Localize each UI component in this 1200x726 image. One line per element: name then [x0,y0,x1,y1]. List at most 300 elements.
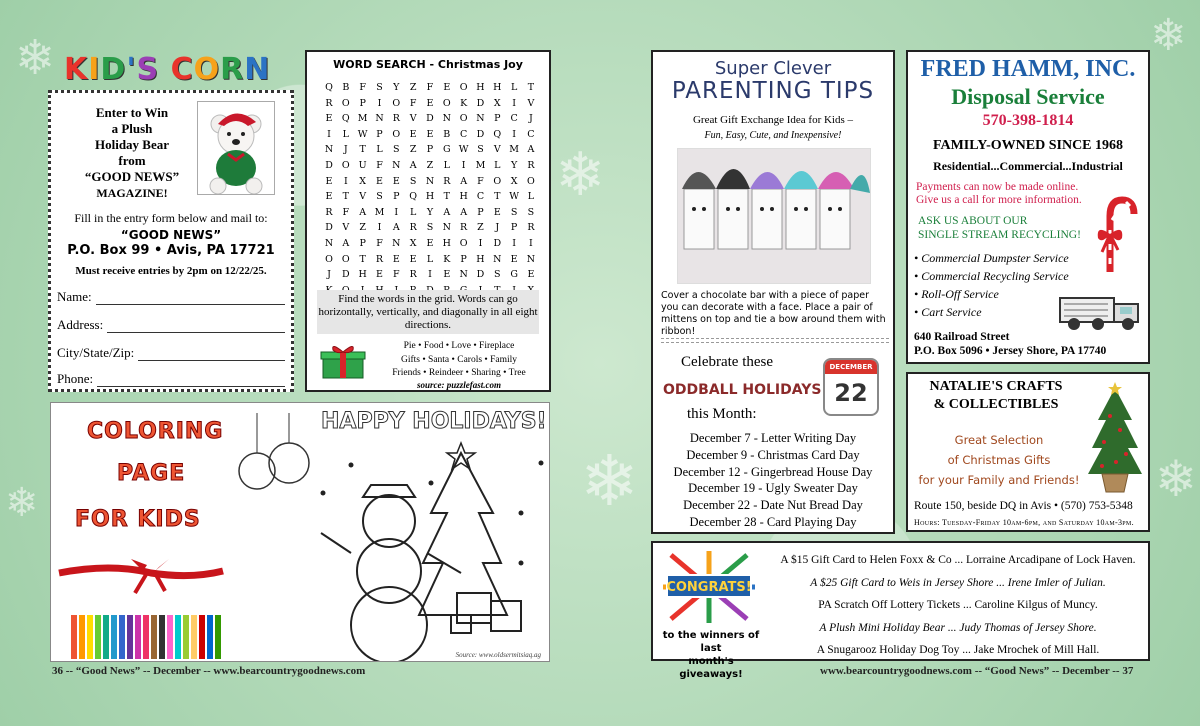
holiday-item: December 7 - Letter Writing Day [689,431,857,445]
recycling-line: SINGLE STREAM RECYCLING! [918,229,1081,241]
grid-letter: P [460,253,467,265]
grid-letter: O [459,113,468,125]
address-line-blank [107,321,285,333]
grid-letter: E [392,253,400,265]
grid-letter: A [392,222,400,234]
name-line [96,293,285,305]
grid-letter: V [527,97,535,109]
grid-letter: E [426,128,434,140]
word-search-instructions: Find the words in the grid. Words can go horizontally, vertically, and diagonally in all eight directions. [317,290,539,334]
grid-letter: N [425,175,435,187]
grid-letter: I [327,128,331,140]
grid-letter: S [494,269,501,281]
shop-name-line: NATALIE'S CRAFTS [929,379,1063,394]
grid-row [321,96,539,112]
title-letter [159,52,170,87]
grid-letter: A [460,206,468,218]
street-line: 640 Railroad Street [914,331,1010,343]
snowflake-decoration: ❄ [1155,450,1197,508]
grid-letter: H [476,82,485,93]
word-search-puzzle [305,50,551,392]
grid-letter: M [475,159,486,171]
grid-letter: E [426,97,434,109]
grid-letter: D [426,113,434,125]
grid-letter: A [359,206,367,218]
shop-tagline [912,430,1086,490]
shop-name-line: & COLLECTIBLES [933,397,1059,412]
grid-letter: I [529,237,533,249]
grid-letter: I [428,269,432,281]
grid-letter: D [342,269,350,281]
grid-letter: P [494,113,501,125]
holiday-item: December 9 - Christmas Card Day [686,447,860,462]
grid-letter: L [409,206,417,218]
grid-letter: I [512,237,516,249]
name-field [57,289,285,305]
tagline-line: of Christmas Gifts [947,453,1051,467]
title-letter: K [64,52,89,87]
grid-letter: D [476,128,485,140]
contest-line: “GOOD NEWS” [84,169,180,184]
word-list-line: Pie • Food • Love • Fireplace [403,341,515,351]
snowflake-decoration: ❄ [5,480,39,526]
grid-letter: H [459,191,468,203]
grid-letter: E [443,82,451,93]
title-letter: D [100,52,127,87]
grid-letter: B [342,82,350,93]
grid-letter: X [409,237,417,249]
grid-letter: H [493,82,502,93]
grid-letter: E [409,128,417,140]
service-item: • Roll-Off Service [914,287,999,301]
grid-row [321,142,539,158]
family-owned-line: FAMILY-OWNED SINCE 1968 [932,138,1124,153]
grid-letter: O [527,175,535,187]
grid-letter: R [392,113,400,125]
title-letter: R [220,52,245,87]
service-types: Residential...Commercial...Industrial [933,159,1123,173]
grid-letter: O [341,97,350,109]
grid-letter: R [325,206,333,218]
grid-letter: S [426,222,434,234]
grid-letter: N [459,269,468,281]
grid-letter: E [325,191,333,203]
grid-letter: P [393,191,400,203]
calendar-icon [823,358,879,416]
grid-letter: U [358,159,367,171]
grid-letter: S [393,144,400,156]
parenting-tips-panel [651,50,895,534]
gift-box-icon [319,342,367,380]
grid-letter: Y [510,159,518,171]
payment-line: Give us a call for more information. [916,194,1082,206]
grid-letter: O [325,253,333,265]
grid-row [321,158,539,174]
title-letter: O [193,52,221,87]
grid-letter: N [392,159,401,171]
winner-item: PA Scratch Off Lottery Tickets ... Caroline Kilgus of Muncy. [818,599,1098,611]
city-line [138,349,285,361]
grid-letter: N [476,113,485,125]
christmas-tree-icon [1084,380,1146,496]
grid-row [321,267,539,283]
calendar-month: DECEMBER [825,360,877,374]
parenting-tagline: Fun, Easy, Cute, and Inexpensive! [704,130,842,141]
congrats-burst-icon [661,551,757,623]
po-box-line: P.O. Box 5096 • Jersey Shore, PA 17740 [914,345,1107,357]
grid-letter: F [426,82,434,93]
grid-letter: G [443,144,451,156]
parenting-title: PARENTING TIPS [671,78,875,104]
word-list-line: Gifts • Santa • Carols • Family [400,354,518,365]
grid-letter: A [443,206,451,218]
grid-letter: H [425,191,435,203]
grid-letter: O [493,175,502,187]
grid-letter: Y [426,206,434,218]
grid-letter: A [527,144,535,156]
grid-letter: D [325,222,333,234]
grid-letter: N [493,253,502,265]
grid-letter: X [493,97,501,109]
company-service: Disposal Service [951,84,1105,109]
grid-letter: N [442,113,451,125]
natalies-crafts-ad [906,372,1150,532]
grid-letter: I [377,222,382,234]
grid-letter: N [442,222,451,234]
grid-letter: R [527,222,535,234]
kids-corner-title [64,52,286,88]
grid-letter: S [510,206,518,218]
grid-letter: I [478,237,483,249]
grid-letter: I [343,175,348,187]
grid-letter: L [376,144,383,156]
mailing-address [51,228,291,258]
grid-letter: A [460,175,468,187]
word-search-source: source: puzzlefast.com [417,380,501,390]
word-list [371,340,547,381]
contest-heading [69,105,195,201]
address-line: P.O. Box 99 • Avis, PA 17721 [67,243,275,258]
grid-letter: P [477,206,484,218]
grid-letter: T [443,191,450,203]
grid-letter: Z [477,222,484,234]
grid-letter: M [509,144,519,156]
word-list-line: Friends • Reindeer • Sharing • Tree [392,368,526,378]
oddball-holidays-heading: ODDBALL HOLIDAYS [663,382,822,398]
grid-letter: O [341,253,350,265]
company-phone: 570-398-1814 [982,112,1074,129]
shop-location: Route 150, beside DQ in Avis • (570) 753-5348 [914,500,1133,512]
grid-letter: P [359,97,366,109]
grid-letter: X [510,175,518,187]
grid-letter: P [359,237,366,249]
name-label: Name: [57,289,92,304]
grid-letter: Z [409,82,417,93]
word-search-title: WORD SEARCH - Christmas Joy [333,58,523,71]
grid-letter: K [443,253,451,265]
grid-letter: A [342,237,350,249]
grid-letter: O [392,128,401,140]
mittens-gift-photo [677,148,871,284]
grid-letter: D [493,237,502,249]
grid-letter: F [477,175,484,187]
winner-item: A $25 Gift Card to Weis in Jersey Shore ... Irene Imler of Julian. [810,576,1106,589]
grid-letter: L [494,159,501,171]
grid-letter: O [341,159,350,171]
grid-letter: O [459,237,468,249]
grid-row [321,189,539,205]
mail-instructions: Fill in the entry form below and mail to: [74,211,268,225]
grid-letter: Z [426,159,434,171]
winner-item: A $15 Gift Card to Helen Foxx & Co ... Lorraine Arcadipane of Lock Haven. [780,554,1136,566]
phone-line [97,375,285,387]
grid-letter: B [443,128,451,140]
grid-letter: T [359,253,366,265]
grid-letter: A [409,159,417,171]
grid-letter: Q [409,191,418,203]
company-name: FRED HAMM, INC. [920,56,1136,82]
grid-letter: C [459,128,468,140]
grid-letter: E [325,113,333,125]
grid-letter: L [510,82,518,93]
grid-letter: Q [493,128,502,140]
grid-letter: E [392,175,400,187]
coloring-source: Source: www.oldsermitsiaq.ag [455,651,541,659]
grid-letter: I [394,206,399,218]
letter-grid [321,80,539,298]
grid-letter: T [527,82,535,93]
city-label: City/State/Zip: [57,345,135,360]
grid-letter: N [324,144,334,156]
grid-letter: N [375,113,384,125]
grid-letter: Z [409,144,417,156]
grid-letter: C [510,113,518,125]
grid-letter: L [342,128,349,140]
recycling-line: ASK US ABOUT OUR [918,215,1028,227]
grid-letter: N [526,253,536,265]
phone-field [57,371,285,387]
grid-letter: O [459,82,468,93]
service-item: • Cart Service [914,305,982,319]
grid-row [321,252,539,268]
grid-letter: D [476,97,485,109]
payment-line: Payments can now be made online. [916,181,1079,193]
contest-line: MAGAZINE! [96,186,168,200]
plush-bear-photo [197,101,275,195]
service-item: • Commercial Recycling Service [914,269,1069,283]
snowflake-decoration: ❄ [15,30,56,86]
coloring-page [50,402,550,662]
contest-line: from [118,153,146,168]
parenting-title-top: Super Clever [714,58,832,79]
gift-idea-description: Cover a chocolate bar with a piece of paper you can decorate with a face. Place a pair of mittens on top and tie a bow around them with ribbon! [661,290,886,337]
caption-line: to the winners of last [662,630,760,654]
recycling-note [918,214,1098,242]
grid-letter: Q [325,82,333,93]
divider [661,342,889,343]
grid-letter: V [359,191,367,203]
grid-row [321,236,539,252]
grid-letter: I [461,159,466,171]
celebrate-heading: Celebrate these [681,354,774,370]
contest-line: a Plush [111,121,153,136]
title-letter: C [170,52,194,87]
winners-caption [657,629,765,681]
grid-letter: Z [359,222,366,234]
holiday-list [653,430,893,531]
grid-letter: J [343,144,348,156]
grid-letter: C [527,128,535,140]
grid-letter: W [458,144,469,156]
grid-letter: E [493,206,501,218]
address-field [57,317,285,333]
contest-entry-form [48,90,294,392]
shop-name [908,378,1084,414]
grid-letter: H [476,253,485,265]
winner-list [769,549,1147,662]
grid-letter: J [495,222,500,234]
tagline-line: for your Family and Friends! [918,473,1080,487]
coloring-illustration [51,403,549,661]
grid-letter: V [493,144,501,156]
garbage-truck-icon [1058,290,1144,332]
coloring-title-line: COLORING [87,419,224,444]
holiday-item: December 22 - Date Nut Bread Day [683,498,863,513]
grid-letter: K [460,97,468,109]
snowflake-decoration: ❄ [580,440,639,522]
grid-letter: R [527,159,535,171]
grid-letter: R [443,175,451,187]
grid-letter: R [409,269,417,281]
grid-letter: O [442,97,451,109]
grid-letter: T [342,191,349,203]
phone-label: Phone: [57,371,94,386]
grid-row [321,111,539,127]
grid-letter: F [376,159,383,171]
candy-cane-icon [1092,194,1142,274]
holiday-item: December 28 - Card Playing Day [689,514,857,529]
coloring-title-line: FOR KIDS [75,507,201,532]
payment-note [916,181,1096,207]
grid-row [321,174,539,190]
grid-letter: E [376,269,383,281]
address-line: “GOOD NEWS” [120,228,222,242]
grid-letter: F [342,206,350,218]
title-letter: ' [126,52,137,87]
grid-letter: E [325,175,333,187]
parenting-subtitle: Great Gift Exchange Idea for Kids – [692,114,854,126]
snowflake-decoration: ❄ [555,140,606,210]
grid-letter: S [376,82,383,93]
deadline-note: Must receive entries by 2pm on 12/22/25. [75,265,267,277]
grid-letter: V [409,113,417,125]
grid-letter: P [510,222,518,234]
grid-letter: F [393,269,400,281]
contest-line: Enter to Win [95,105,169,120]
grid-letter: R [460,222,468,234]
fred-hamm-ad [906,50,1150,364]
grid-row [321,80,539,96]
title-letter: N [244,52,271,87]
grid-letter: I [377,97,382,109]
company-address [914,330,1150,358]
grid-letter: J [529,113,533,125]
grid-letter: X [359,175,367,187]
grid-letter: P [376,128,383,140]
grid-letter: L [443,159,450,171]
grid-letter: Q [341,113,350,125]
footer-left: 36 -- “Good News” -- December -- www.bearcountrygoodnews.com [52,665,366,677]
grid-letter: W [509,191,519,203]
congrats-badge: CONGRATS! [666,580,752,595]
grid-letter: M [357,113,368,125]
grid-letter: W [357,128,368,140]
holiday-item: December 19 - Ugly Sweater Day [688,481,858,496]
divider [661,338,889,339]
grid-row [321,220,539,236]
grid-letter: M [374,206,385,218]
winner-item: A Plush Mini Holiday Bear ... Judy Thomas of Jersey Shore. [819,621,1097,634]
grid-letter: N [324,237,334,249]
grid-letter: G [510,269,518,281]
grid-letter: R [325,97,333,109]
holiday-item: December 12 - Gingerbread House Day [673,464,873,479]
winner-item: A Snugarooz Holiday Dog Toy ... Jake Mrochek of Mill Hall. [816,644,1100,656]
grid-letter: F [359,82,366,93]
snowflake-decoration: ❄ [1150,10,1187,61]
grid-letter: S [376,191,383,203]
grid-row [321,205,539,221]
grid-letter: E [510,253,518,265]
shop-hours: Hours: Tuesday-Friday 10am-6pm, and Saturday 10am-3pm. [914,518,1134,527]
address-label: Address: [57,317,104,332]
grid-letter: T [359,144,366,156]
grid-letter: C [476,191,485,203]
grid-letter: L [527,191,535,203]
grid-row [321,127,539,143]
this-month-heading: this Month: [687,406,757,422]
footer-right: www.bearcountrygoodnews.com -- “Good News” -- December -- 37 [820,665,1134,677]
grid-letter: L [426,253,434,265]
grid-letter: R [409,222,417,234]
city-state-zip-field [57,345,285,361]
grid-letter: O [392,97,401,109]
title-letter: I [88,52,101,87]
grid-letter: P [426,144,434,156]
contest-line: Holiday Bear [94,137,170,152]
service-item: • Commercial Dumpster Service [914,251,1069,265]
grid-letter: H [358,269,367,281]
grid-letter: T [494,191,501,203]
tagline-line: Great Selection [954,433,1044,447]
coloring-title-line: PAGE [117,461,186,486]
happy-holidays-title: HAPPY HOLIDAYS! [321,409,547,434]
grid-letter: E [443,269,451,281]
grid-letter: F [376,237,383,249]
caption-line: month's giveaways! [679,656,743,680]
grid-letter: V [342,222,350,234]
grid-letter: D [476,269,485,281]
title-letter: S [136,52,160,87]
grid-letter: J [327,269,331,281]
grid-letter: D [325,159,333,171]
grid-letter: E [409,253,417,265]
grid-letter: E [527,269,535,281]
grid-letter: S [409,175,417,187]
grid-letter: F [409,97,417,109]
grid-letter: I [512,97,516,109]
grid-letter: H [442,237,451,249]
